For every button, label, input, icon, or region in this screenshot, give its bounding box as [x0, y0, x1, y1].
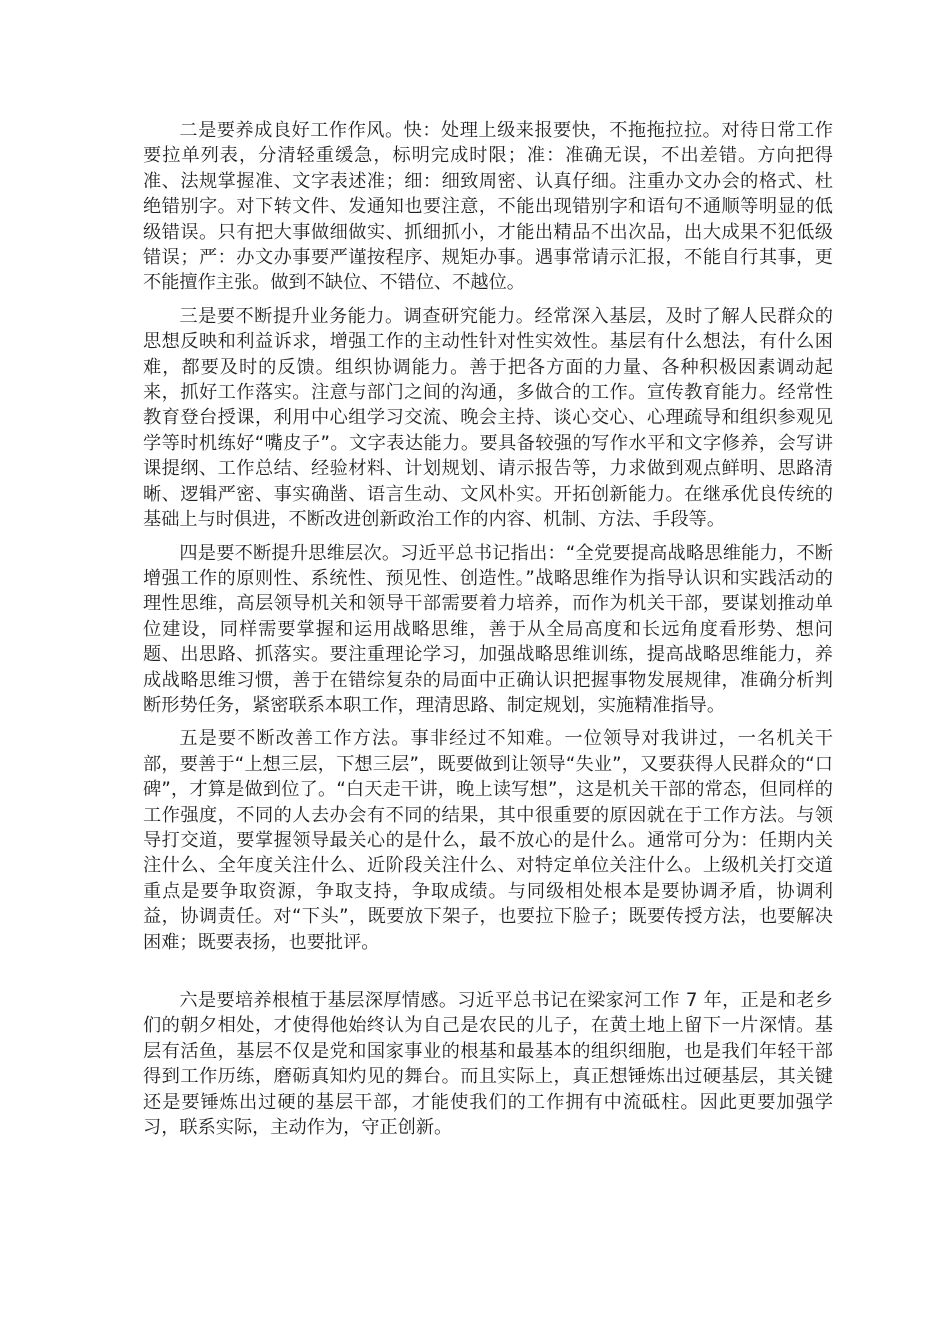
paragraph-work-style: 二是要养成良好工作作风。快：处理上级来报要快，不拖拖拉拉。对待日常工作要拉单列表，分清轻重缓急，标明完成时限；准：准确无误，不出差错。方向把得准、法规掌握准、文字表述准；细：细致周密、认真仔细。注重办文办会的格式、杜绝错别字。对下转文件、发通知也要注意，不能出现错别字和语句不通顺等明显的低级错误。只有把大事做细做实、抓细抓小，才能出精品不出次品，出大成果不犯低级错误；严：办文办事要严谨按程序、规矩办事。遇事常请示汇报，不能自行其事，更不能擅作主张。做到不缺位、不错位、不越位。	[143, 120, 833, 294]
paragraph-work-method: 五是要不断改善工作方法。事非经过不知难。一位领导对我讲过，一名机关干部，要善于“上想三层，下想三层”，既要做到让领导“失业”，又要获得人民群众的“口碑”，才算是做到位了。“白天走干讲，晚上读写想”，这是机关干部的常态，但同样的工作强度，不同的人去办会有不同的结果，其中很重要的原因就在于工作方法。与领导打交道，要掌握领导最关心的是什么，最不放心的是什么。通常可分为：任期内关注什么、全年度关注什么、近阶段关注什么、对特定单位关注什么。上级机关打交道重点是要争取资源，争取支持，争取成绩。与同级相处根本是要协调矛盾，协调利益，协调责任。对“下头”，既要放下架子，也要拉下脸子；既要传授方法，也要解决困难；既要表扬，也要批评。	[143, 728, 833, 953]
document-body	[143, 118, 833, 1140]
paragraph-grassroots-feeling: 六是要培养根植于基层深厚情感。习近平总书记在梁家河工作 7 年，正是和老乡们的朝夕相处，才使得他始终认为自己是农民的儿子，在黄土地上留下一片深情。基层有活鱼，基层不仅是党和国家事业的根基和最基本的组织细胞，也是我们年轻干部得到工作历练，磨砺真知灼见的舞台。而且实际上，真正想锤炼出过硬基层，其关键还是要锤炼出过硬的基层干部，才能使我们的工作拥有中流砥柱。因此更要加强学习，联系实际，主动作为，守正创新。	[143, 990, 833, 1139]
paragraph-thinking-level: 四是要不断提升思维层次。习近平总书记指出：“全党要提高战略思维能力，不断增强工作的原则性、系统性、预见性、创造性。”战略思维作为指导认识和实践活动的理性思维，高层领导机关和领导干部需要着力培养，而作为机关干部，要谋划推动单位建设，同样需要掌握和运用战略思维，善于从全局高度和长远角度看形势、想问题、出思路、抓落实。要注重理论学习，加强战略思维训练，提高战略思维能力，养成战略思维习惯，善于在错综复杂的局面中正确认识把握事物发展规律，准确分析判断形势任务，紧密联系本职工作，理清思路、制定规划，实施精准指导。	[143, 542, 833, 716]
paragraph-business-ability: 三是要不断提升业务能力。调查研究能力。经常深入基层，及时了解人民群众的思想反映和利益诉求，增强工作的主动性针对性实效性。基层有什么想法，有什么困难，都要及时的反馈。组织协调能力。善于把各方面的力量、各种积极因素调动起来，抓好工作落实。注意与部门之间的沟通，多做合的工作。宣传教育能力。经常性教育登台授课，利用中心组学习交流、晚会主持、谈心交心、心理疏导和组织参观见学等时机练好“嘴皮子”。文字表达能力。要具备较强的写作水平和文字修养，会写讲课提纲、工作总结、经验材料、计划规划、请示报告等，力求做到观点鲜明、思路清晰、逻辑严密、事实确凿、语言生动、文风朴实。开拓创新能力。在继承优良传统的基础上与时俱进，不断改进创新政治工作的内容、机制、方法、手段等。	[143, 305, 833, 531]
